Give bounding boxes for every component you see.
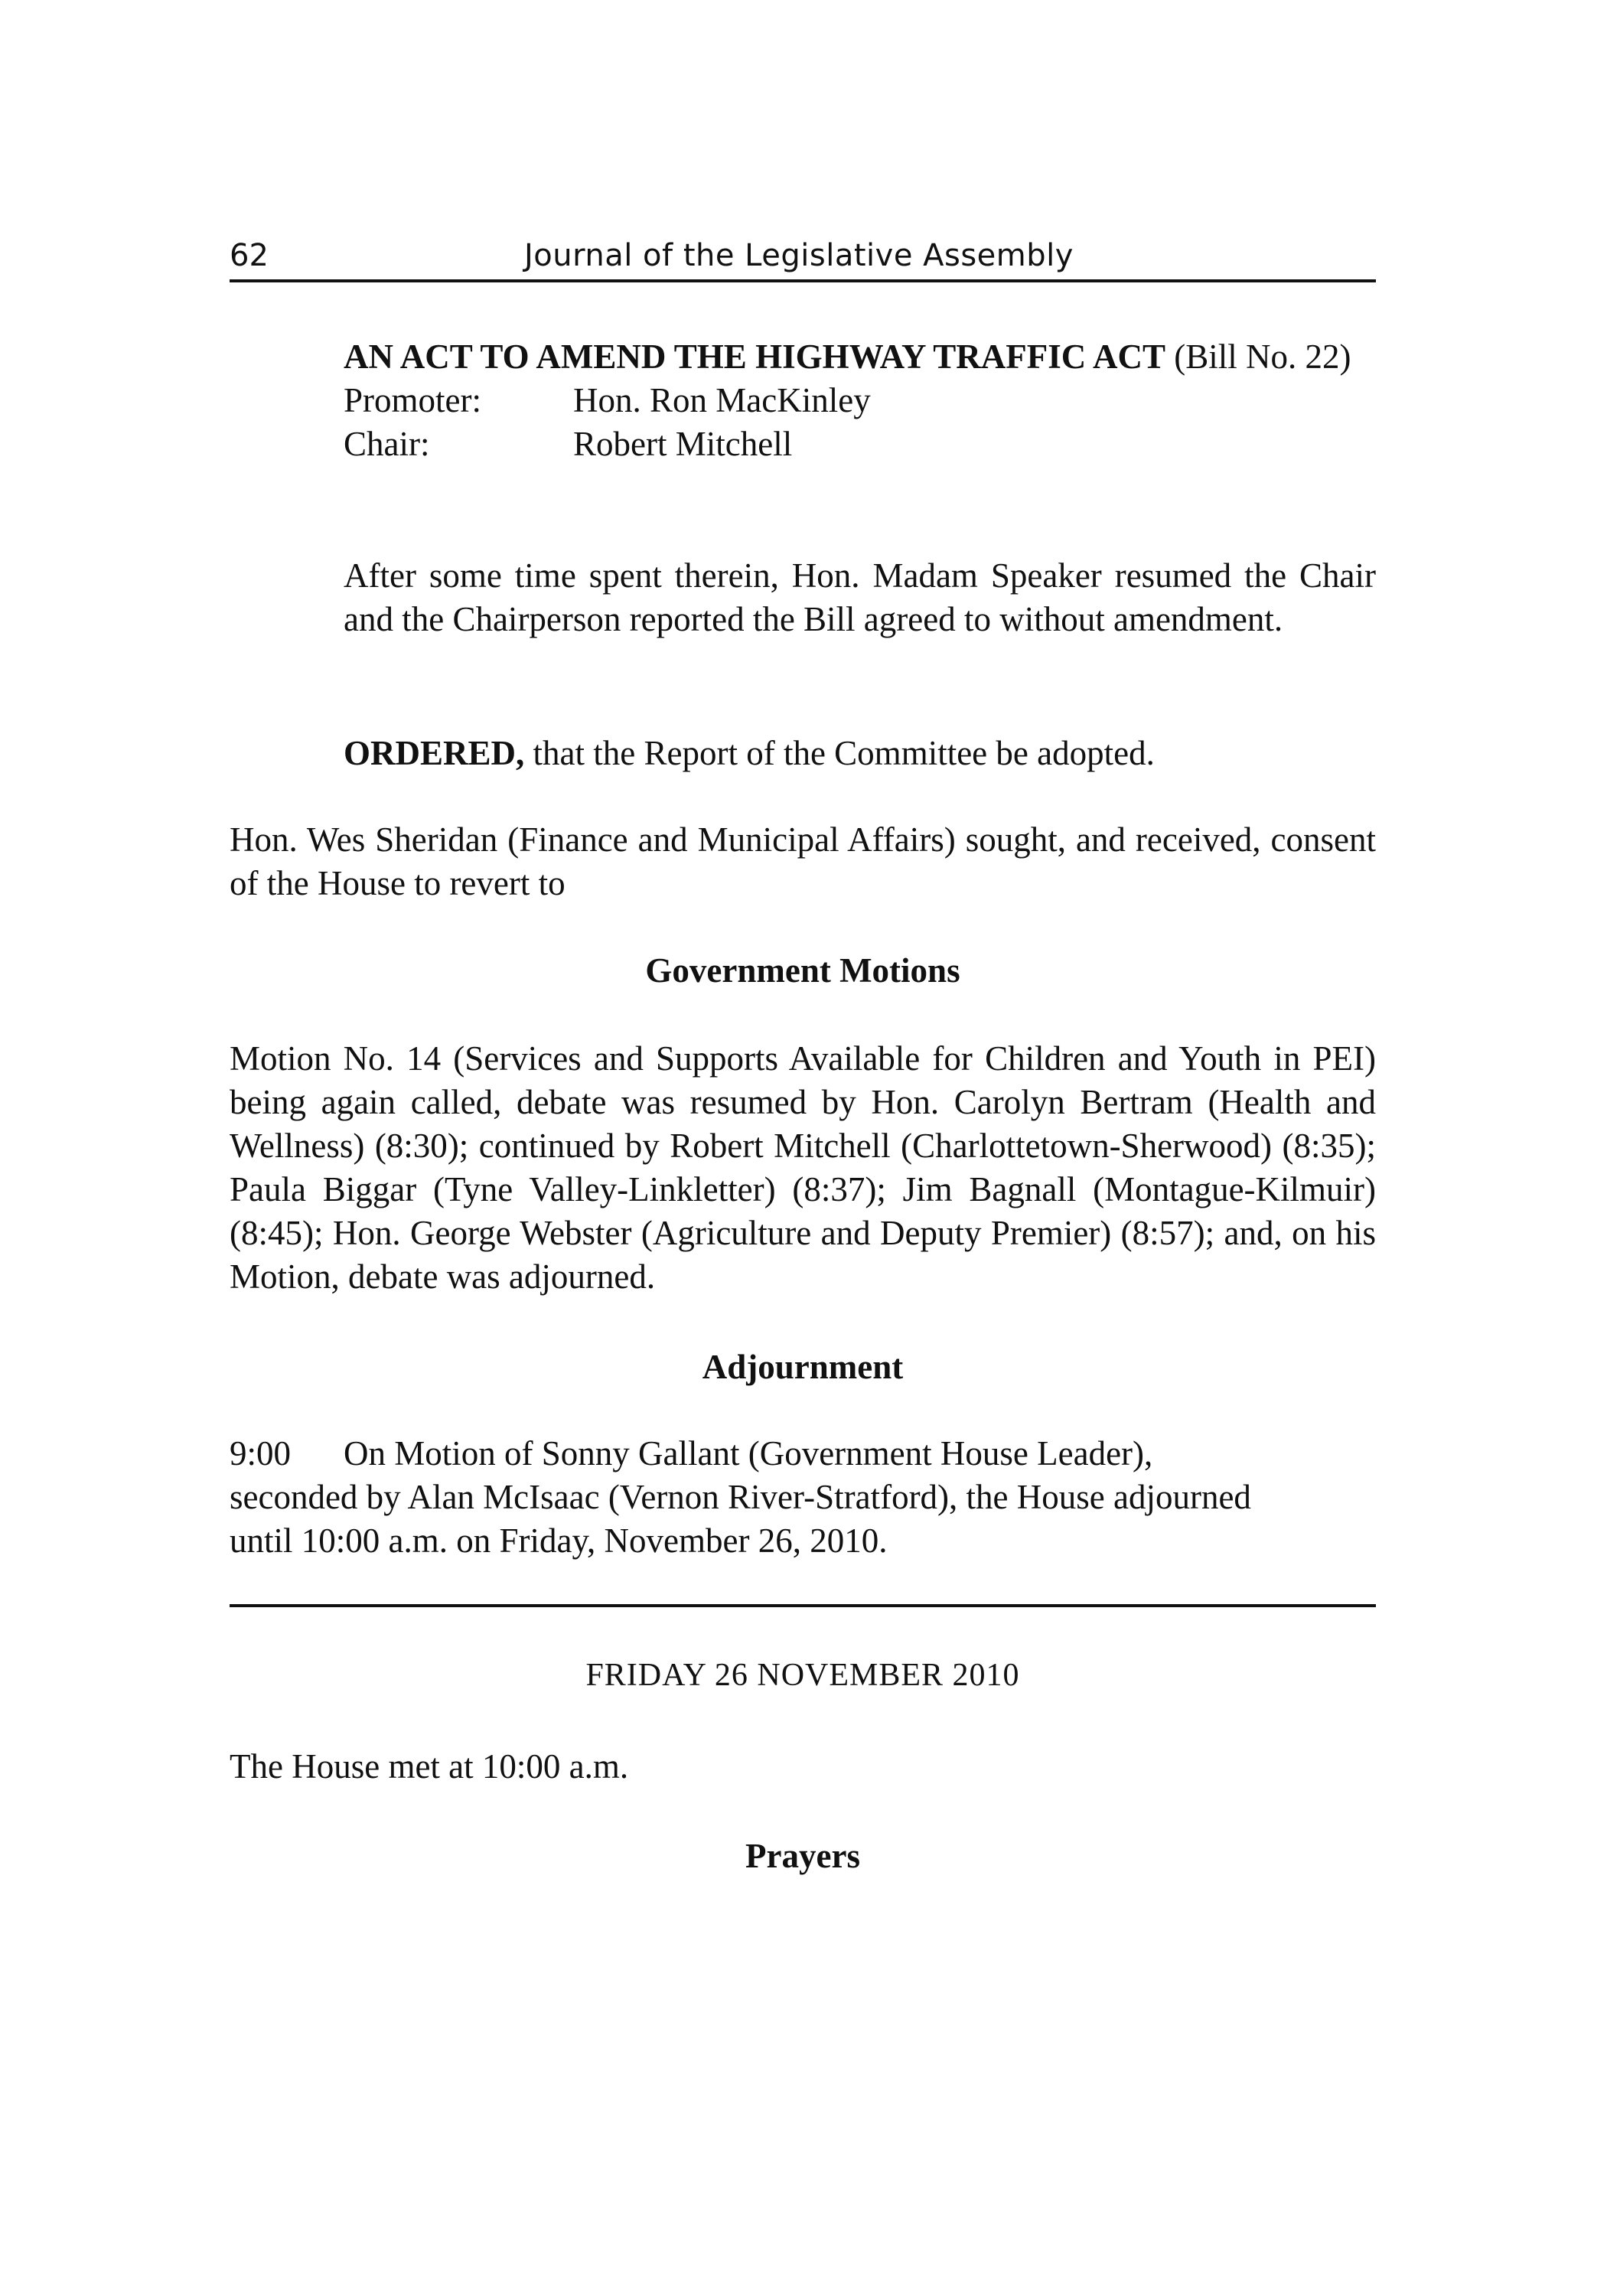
consent-paragraph: Hon. Wes Sheridan (Finance and Municipal Affairs) sought, and received, consent of the House to revert to	[230, 820, 1376, 902]
adjournment-heading: Adjournment	[702, 1348, 904, 1386]
chair-value: Robert Mitchell	[573, 425, 793, 463]
bill-title: AN ACT TO AMEND THE HIGHWAY TRAFFIC ACT	[344, 338, 1166, 376]
motion-paragraph: Motion No. 14 (Services and Supports Available for Children and Youth in PEI) being again called, debate was resumed by Hon. Carolyn Bertram (Health and Wellness) (8:30); continued by Robert Mitchell (Charlottetown-Sherwood) (8:35); Paula Biggar (Tyne Valley-Linkletter) (8:37); Jim Bagnall (Montague-Kilmuir) (8:45); Hon. George Webster (Agriculture and Deputy Premier) (8:57); and, on his Motion, debate was adjourned.	[230, 1039, 1376, 1296]
page-header	[230, 232, 1376, 282]
bill-entry	[344, 335, 1376, 466]
ordered-paragraph	[344, 732, 1376, 775]
adjournment-line-1-text: On Motion of Sonny Gallant (Government House Leader),	[344, 1434, 1153, 1473]
section-divider	[230, 1604, 1376, 1607]
running-title: Journal of the Legislative Assembly	[524, 238, 1074, 273]
ordered-text: that the Report of the Committee be adopted.	[533, 734, 1155, 772]
chair-label: Chair:	[344, 425, 430, 463]
promoter-value: Hon. Ron MacKinley	[573, 381, 871, 419]
house-met-paragraph: The House met at 10:00 a.m.	[230, 1747, 629, 1786]
promoter-row	[344, 379, 1376, 422]
adjournment-paragraph	[230, 1432, 1376, 1563]
committee-report-paragraph: After some time spent therein, Hon. Madam Speaker resumed the Chair and the Chairperson reported the Bill agreed to without amendment.	[344, 556, 1376, 638]
chair-row	[344, 422, 1376, 466]
adjournment-line-3: until 10:00 a.m. on Friday, November 26, 2010.	[230, 1521, 888, 1560]
adjournment-line-2: seconded by Alan McIsaac (Vernon River-Stratford), the House adjourned	[230, 1478, 1251, 1516]
promoter-label: Promoter:	[344, 381, 481, 419]
ordered-keyword: ORDERED,	[344, 734, 525, 772]
adjournment-time: 9:00	[230, 1434, 292, 1473]
page-number: 62	[230, 238, 269, 273]
prayers-heading: Prayers	[745, 1837, 860, 1875]
bill-title-line	[344, 335, 1376, 379]
bill-reference: (Bill No. 22)	[1174, 338, 1351, 376]
government-motions-heading: Government Motions	[645, 951, 960, 990]
sitting-date-heading: FRIDAY 26 NOVEMBER 2010	[585, 1658, 1020, 1693]
adjournment-line-1	[230, 1432, 1376, 1476]
